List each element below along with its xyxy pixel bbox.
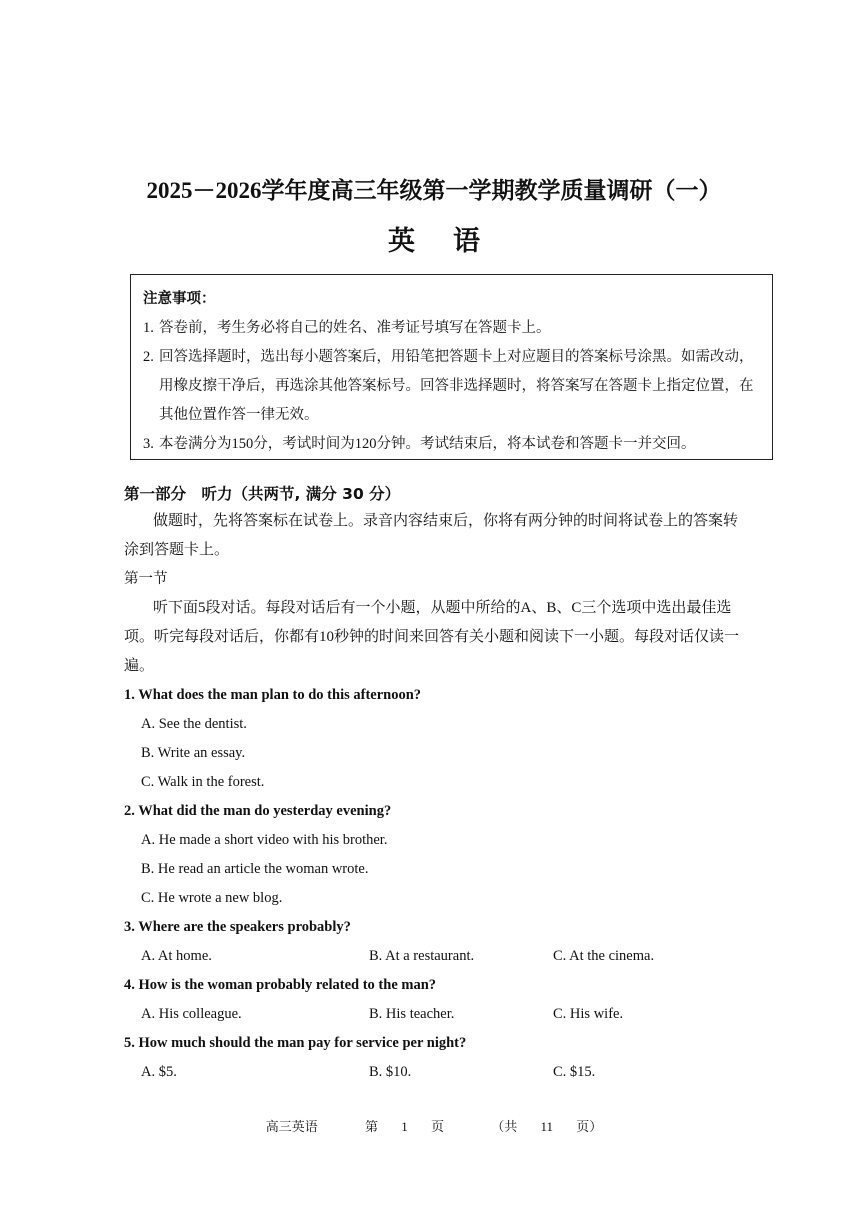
notice-item-number: 3. <box>143 436 154 452</box>
options-row <box>124 942 746 971</box>
option-b: B. He read an article the woman wrote. <box>141 861 369 877</box>
page-footer <box>0 1116 868 1135</box>
option-b: B. At a restaurant. <box>369 948 475 964</box>
option-b: B. His teacher. <box>369 1006 455 1022</box>
question-text: 5. How much should the man pay for service per night? <box>124 1035 467 1051</box>
options-row <box>124 1000 746 1029</box>
option-a: A. $5. <box>141 1064 177 1080</box>
notice-item-text: 本卷满分为150分，考试时间为120分钟。考试结束后，将本试卷和答题卡一并交回。 <box>159 436 696 452</box>
question-text: 3. Where are the speakers probably? <box>124 919 351 935</box>
question-2 <box>124 797 746 913</box>
notice-item <box>143 430 760 459</box>
notice-item-number: 1. <box>143 320 154 336</box>
option-a: A. See the dentist. <box>141 716 247 732</box>
question-5 <box>124 1029 746 1087</box>
notice-item <box>143 314 760 343</box>
option-c: C. At the cinema. <box>553 948 655 964</box>
footer-subject: 高三英语 <box>265 1119 318 1134</box>
section-instructions: 听下面5段对话。每段对话后有一个小题，从题中所给的A、B、C三个选项中选出最佳选项。听完每段对话后，你都有10秒钟的时间来回答有关小题和阅读下一小题。每段对话仅读一遍。 <box>124 600 740 674</box>
question-text: 2. What did the man do yesterday evening? <box>124 803 392 819</box>
notice-item-number: 2. <box>143 349 154 365</box>
question-4 <box>124 971 746 1029</box>
part-heading: 第一部分 听力（共两节, 满分 30 分） <box>124 485 401 503</box>
question-3 <box>124 913 746 971</box>
exam-content <box>124 481 746 1087</box>
option-a: A. He made a short video with his brother. <box>141 832 388 848</box>
notice-item <box>143 343 760 430</box>
question-text: 4. How is the woman probably related to the man? <box>124 977 437 993</box>
option-c: C. Walk in the forest. <box>141 774 265 790</box>
option-b: B. Write an essay. <box>141 745 246 761</box>
option-c: C. His wife. <box>553 1006 624 1022</box>
option-c: C. He wrote a new blog. <box>141 890 283 906</box>
exam-subject: 英语 <box>388 226 518 257</box>
option-a: A. His colleague. <box>141 1006 242 1022</box>
option-b: B. $10. <box>369 1064 412 1080</box>
notice-heading: 注意事项： <box>143 291 216 307</box>
exam-title: 2025－2026学年度高三年级第一学期教学质量调研（一） <box>146 178 722 203</box>
options-row <box>124 1058 746 1087</box>
footer-total-pages: （共 11 页） <box>491 1119 603 1134</box>
section-label: 第一节 <box>124 571 168 587</box>
notice-item-text: 答卷前，考生务必将自己的姓名、准考证号填写在答题卡上。 <box>159 320 551 336</box>
notice-box <box>130 274 773 460</box>
part-instructions: 做题时，先将答案标在试卷上。录音内容结束后，你将有两分钟的时间将试卷上的答案转涂到答题卡上。 <box>124 513 739 558</box>
question-1 <box>124 681 746 797</box>
footer-page-number: 第 1 页 <box>364 1119 444 1134</box>
option-c: C. $15. <box>553 1064 596 1080</box>
notice-item-text: 回答选择题时，选出每小题答案后，用铅笔把答题卡上对应题目的答案标号涂黑。如需改动，用橡皮擦干净后，再选涂其他答案标号。回答非选择题时，将答案写在答题卡上指定位置，在其他位置作答一律无效。 <box>159 349 754 423</box>
question-text: 1. What does the man plan to do this afternoon? <box>124 687 422 703</box>
option-a: A. At home. <box>141 948 212 964</box>
